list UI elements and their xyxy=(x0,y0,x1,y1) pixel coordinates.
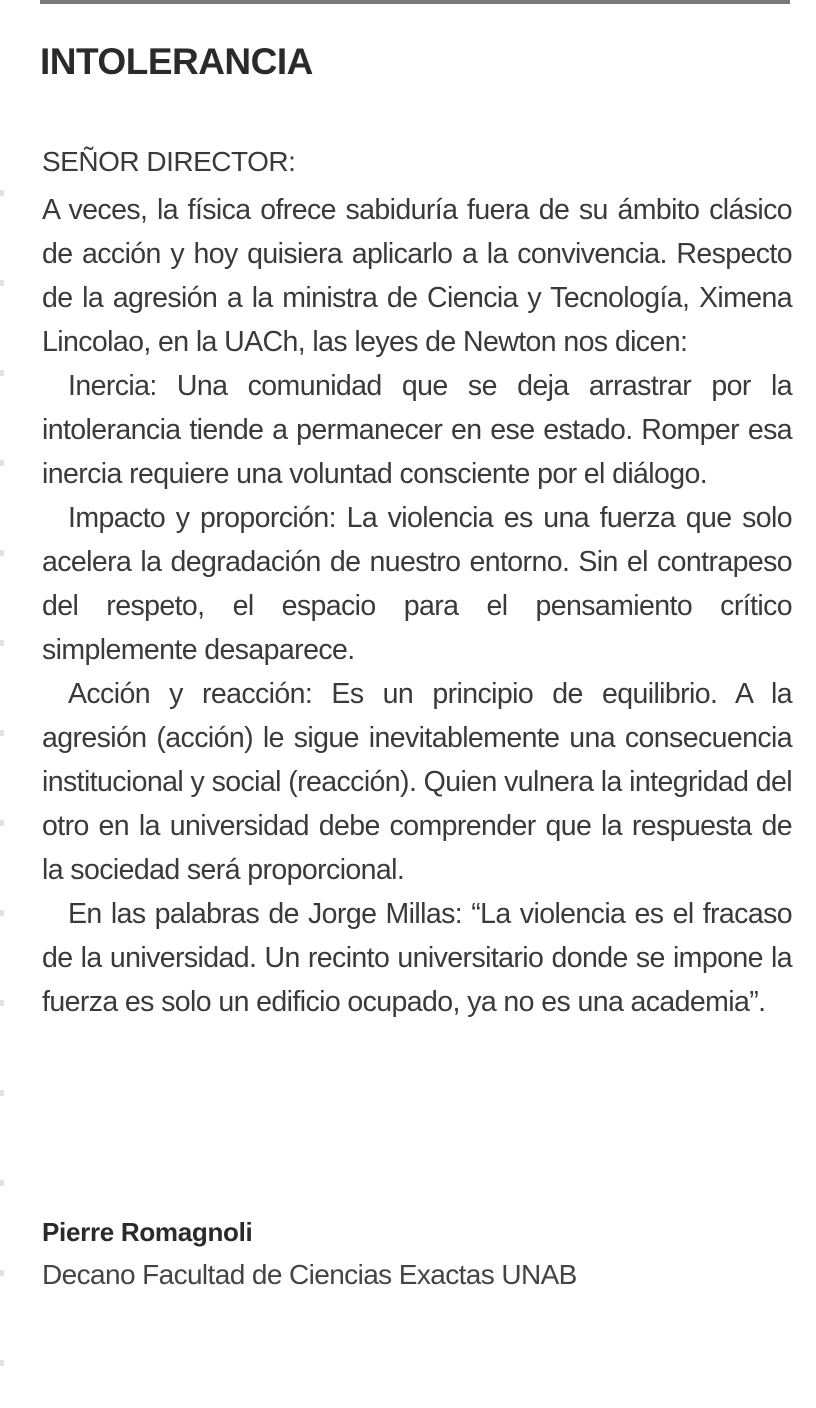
author-title: Decano Facultad de Ciencias Exactas UNAB xyxy=(42,1259,577,1290)
scan-edge-artifact xyxy=(0,150,4,1400)
author-name: Pierre Romagnoli xyxy=(42,1217,253,1247)
letter-headline: INTOLERANCIA xyxy=(40,41,313,82)
body-paragraph-inercia: Inercia: Una comunidad que se deja arrastrar por la intolerancia tiende a permanecer en ese estado. Romper esa inercia requiere una voluntad consciente por el diálogo. xyxy=(42,370,792,490)
letter-signature xyxy=(42,1212,577,1298)
body-paragraph-accion-reaccion: Acción y reacción: Es un principio de equilibrio. A la agresión (acción) le sigue inevitablemente una consecuencia institucional y social (reacción). Quien vulnera la integridad del otro en la universidad debe comprender que la respuesta de la sociedad será proporcional. xyxy=(42,678,792,886)
letter-salutation: SEÑOR DIRECTOR: xyxy=(42,146,296,177)
body-paragraph-millas-quote: En las palabras de Jorge Millas: “La violencia es el fracaso de la universidad. Un recinto universitario donde se impone la fuerza es solo un edificio ocupado, ya no es una academia”. xyxy=(42,898,792,1018)
top-divider-rule xyxy=(40,0,790,4)
letter-body xyxy=(42,188,792,1024)
body-paragraph-intro: A veces, la física ofrece sabiduría fuera de su ámbito clásico de acción y hoy quisiera aplicarlo a la convivencia. Respecto de la agresión a la ministra de Ciencia y Tecnología, Ximena Lincolao, en la UACh, las leyes de Newton nos dicen: xyxy=(42,194,792,358)
body-paragraph-impacto: Impacto y proporción: La violencia es una fuerza que solo acelera la degradación de nuestro entorno. Sin el contrapeso del respeto, el espacio para el pensamiento crítico simplemente desaparece. xyxy=(42,502,792,666)
